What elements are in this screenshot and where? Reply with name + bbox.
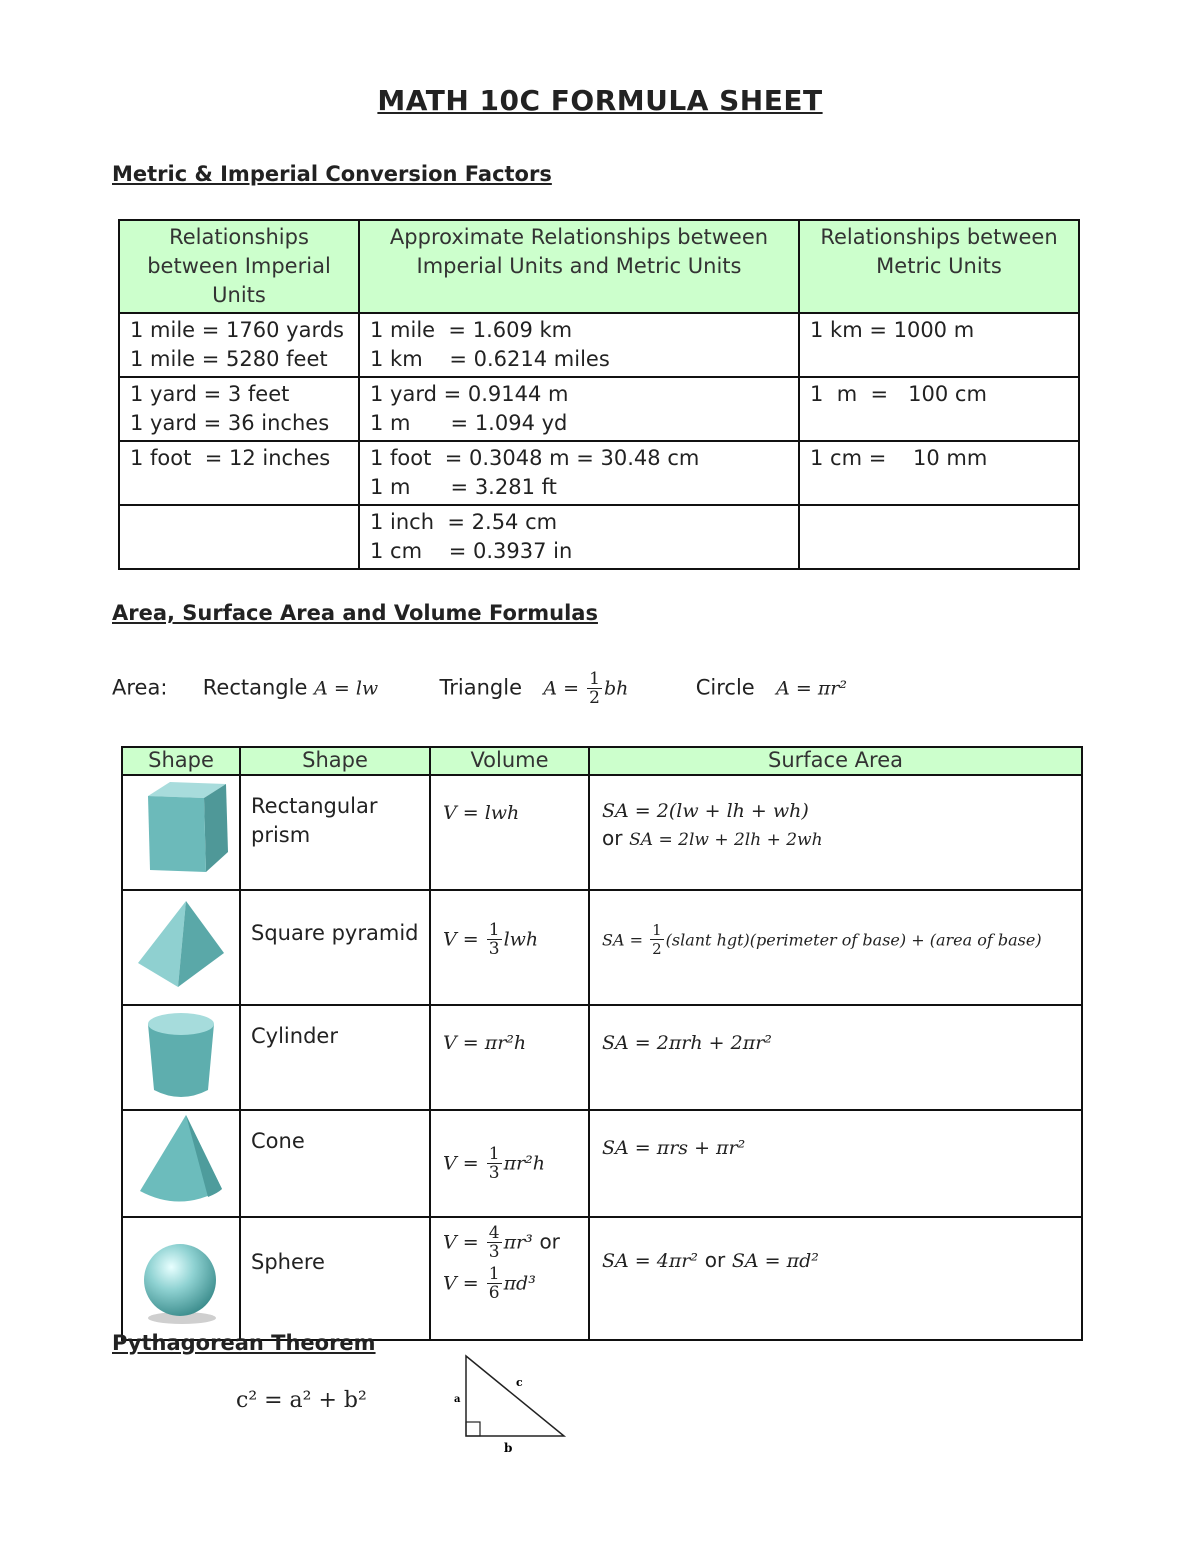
- volume-formula-rhs: πd³: [503, 1272, 536, 1295]
- volume-fraction: [487, 1224, 502, 1261]
- table-row: [122, 1005, 1082, 1110]
- volume-fraction: [487, 1145, 502, 1182]
- cell-line: 1 mile = 5280 feet: [130, 347, 328, 371]
- cell-line: 1 m = 100 cm: [810, 382, 987, 406]
- fraction-denominator: 2: [589, 688, 600, 708]
- volume-formula-lhs: V =: [443, 1152, 485, 1175]
- cell-line: 1 yard = 36 inches: [130, 411, 330, 435]
- sphere-icon: [126, 1218, 236, 1334]
- shapes-table: [121, 746, 1083, 1341]
- or-text: or: [539, 1229, 560, 1254]
- cell-line: 1 mile = 1760 yards: [130, 318, 344, 342]
- conv-header-approx: Approximate Relationships between Imperial Units and Metric Units: [359, 220, 799, 313]
- surface-area-formula: SA = πrs + πr²: [602, 1137, 746, 1159]
- conv-header-imperial: Relationships between Imperial Units: [119, 220, 359, 313]
- right-angle-marker: [466, 1422, 480, 1436]
- surface-area-formula-rhs: (slant hgt)(perimeter of base) + (area of base): [665, 930, 1042, 950]
- volume-formula-rhs: lwh: [503, 928, 539, 951]
- table-row: [119, 505, 1079, 569]
- volume-formula: V = πr²h: [443, 1032, 527, 1054]
- shapes-header-volume: Volume: [430, 747, 589, 775]
- or-text: or: [602, 826, 623, 850]
- fraction-numerator: 4: [488, 1223, 500, 1243]
- shape-name: Cylinder: [240, 1005, 430, 1110]
- cell-line: 1 cm = 0.3937 in: [370, 539, 573, 563]
- right-triangle-diagram: [448, 1350, 578, 1460]
- fraction-numerator: 1: [488, 1144, 500, 1164]
- pythagorean-formula: c² = a² + b²: [236, 1388, 367, 1413]
- table-row: [119, 441, 1079, 505]
- fraction-numerator: 1: [488, 1264, 500, 1284]
- conv-header-metric: Relationships between Metric Units: [799, 220, 1079, 313]
- circle-formula: A = πr²: [776, 677, 848, 700]
- cell-line: 1 km = 0.6214 miles: [370, 347, 610, 371]
- surface-area-fraction: [650, 921, 664, 958]
- surface-area-formula-lhs: SA =: [602, 930, 649, 950]
- conversion-table: [118, 219, 1080, 570]
- table-row: [119, 377, 1079, 441]
- rectangle-formula: A = lw: [314, 677, 379, 700]
- shape-name: Cone: [240, 1110, 430, 1217]
- surface-area-formula: SA = 4πr²: [602, 1250, 699, 1272]
- circle-label: Circle: [695, 675, 755, 700]
- cell-line: 1 foot = 12 inches: [130, 446, 331, 470]
- or-text: or: [704, 1248, 726, 1272]
- cell-line: 1 inch = 2.54 cm: [370, 510, 558, 534]
- side-b-label: b: [504, 1441, 513, 1455]
- cell-line: 1 mile = 1.609 km: [370, 318, 573, 342]
- volume-fraction: [487, 1265, 502, 1302]
- surface-area-formula-alt: SA = πd²: [731, 1250, 819, 1272]
- rectangle-label: Rectangle: [202, 675, 308, 700]
- table-row: [119, 313, 1079, 377]
- cell-line: 1 m = 3.281 ft: [370, 475, 557, 499]
- area-label: Area:: [112, 675, 168, 700]
- triangle-fraction: [587, 670, 602, 707]
- side-a-label: a: [454, 1394, 461, 1405]
- fraction-denominator: 3: [488, 1242, 500, 1262]
- pyramid-icon: [126, 891, 236, 999]
- volume-formula-rhs: πr³: [503, 1231, 533, 1254]
- empty-cell: [799, 505, 1079, 569]
- cell-line: 1 yard = 3 feet: [130, 382, 290, 406]
- cube-icon: [126, 776, 236, 884]
- fraction-numerator: 1: [589, 669, 600, 689]
- empty-cell: [119, 505, 359, 569]
- conversion-heading: Metric & Imperial Conversion Factors: [112, 162, 552, 186]
- surface-area-formula-alt: SA = 2lw + 2lh + 2wh: [629, 830, 823, 850]
- volume-formula-rhs: πr²h: [503, 1152, 545, 1175]
- surface-area-formula: SA = 2πrh + 2πr²: [602, 1032, 772, 1054]
- fraction-denominator: 6: [488, 1283, 500, 1303]
- fraction-numerator: 1: [488, 920, 500, 940]
- volume-formula-lhs: V =: [443, 1272, 485, 1295]
- shape-name: Rectangular prism: [240, 775, 430, 890]
- cylinder-icon: [126, 1006, 236, 1104]
- cell-line: 1 yard = 0.9144 m: [370, 382, 569, 406]
- triangle-formula-lhs: A =: [543, 677, 586, 700]
- area-formulas: [112, 670, 847, 707]
- side-c-label: c: [516, 1376, 523, 1389]
- table-row: [122, 890, 1082, 1005]
- triangle-shape: [466, 1356, 564, 1436]
- table-row: [122, 1217, 1082, 1340]
- shapes-header-surface-area: Surface Area: [589, 747, 1082, 775]
- table-row: [122, 775, 1082, 890]
- volume-formula-lhs: V =: [443, 928, 485, 951]
- volume-formula-lhs: V =: [443, 1231, 485, 1254]
- shapes-header-name: Shape: [240, 747, 430, 775]
- surface-area-formula: SA = 2(lw + lh + wh): [602, 800, 809, 822]
- cell-line: 1 m = 1.094 yd: [370, 411, 568, 435]
- shape-name: Square pyramid: [240, 890, 430, 1005]
- volume-fraction: [487, 921, 502, 958]
- volume-formula: V = lwh: [443, 802, 520, 824]
- cell-line: 1 foot = 0.3048 m = 30.48 cm: [370, 446, 700, 470]
- fraction-numerator: 1: [652, 921, 662, 939]
- shape-name: Sphere: [240, 1217, 430, 1340]
- triangle-label: Triangle: [439, 675, 523, 700]
- fraction-denominator: 3: [488, 939, 500, 959]
- cell-line: 1 cm = 10 mm: [810, 446, 988, 470]
- page-title: MATH 10C FORMULA SHEET: [377, 84, 823, 117]
- formulas-heading: Area, Surface Area and Volume Formulas: [112, 601, 598, 625]
- shapes-header-image: Shape: [122, 747, 240, 775]
- pythagorean-heading: Pythagorean Theorem: [112, 1331, 376, 1355]
- table-row: [122, 1110, 1082, 1217]
- triangle-formula-rhs: bh: [603, 677, 629, 700]
- cell-line: 1 km = 1000 m: [810, 318, 975, 342]
- cone-icon: [126, 1111, 236, 1211]
- fraction-denominator: 2: [652, 940, 662, 958]
- fraction-denominator: 3: [488, 1163, 500, 1183]
